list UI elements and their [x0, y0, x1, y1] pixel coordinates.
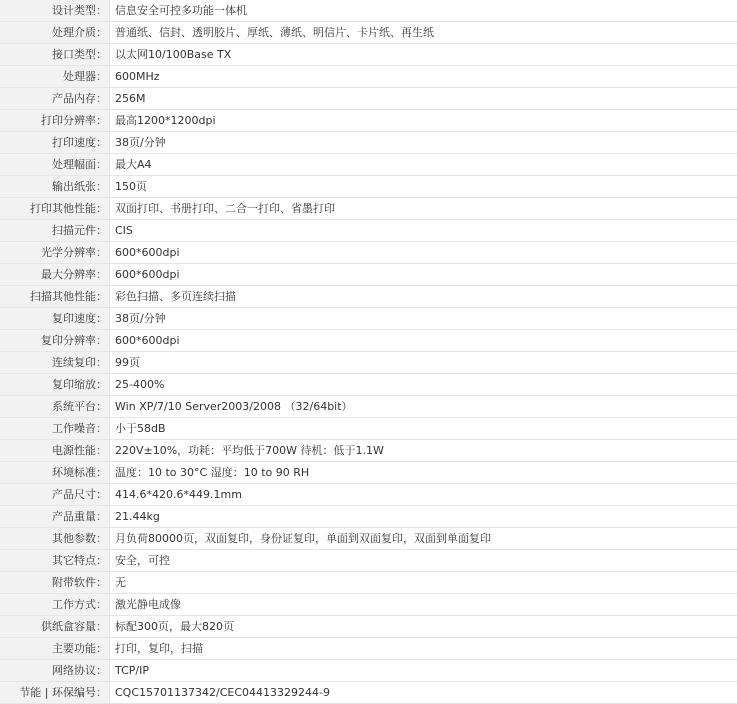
- spec-value: 600*600dpi: [110, 330, 737, 352]
- spec-label-cell: [0, 594, 110, 616]
- spec-row: [0, 682, 737, 704]
- spec-row: [0, 110, 737, 132]
- spec-value: 双面打印、书册打印、二合一打印、省墨打印: [110, 198, 737, 220]
- spec-label-cell: [0, 352, 110, 374]
- spec-value: 标配300页，最大820页: [110, 616, 737, 638]
- spec-row: [0, 308, 737, 330]
- spec-value: 21.44kg: [110, 506, 737, 528]
- spec-value: Win XP/7/10 Server2003/2008 （32/64bit）: [110, 396, 737, 418]
- spec-label: 接口类型: [52, 48, 96, 61]
- spec-row: [0, 0, 737, 22]
- spec-label: 产品尺寸: [52, 488, 96, 501]
- spec-label-cell: [0, 506, 110, 528]
- spec-label-colon: ：: [96, 180, 107, 193]
- spec-label: 打印分辨率: [41, 114, 96, 127]
- spec-label: 产品内存: [52, 92, 96, 105]
- spec-value: 小于58dB: [110, 418, 737, 440]
- spec-label-colon: ：: [96, 400, 107, 413]
- spec-label: 工作噪音: [52, 422, 96, 435]
- spec-value: 月负荷80000页，双面复印，身份证复印，单面到双面复印，双面到单面复印: [110, 528, 737, 550]
- spec-value: 打印，复印，扫描: [110, 638, 737, 660]
- spec-value: 38页/分钟: [110, 132, 737, 154]
- spec-row: [0, 462, 737, 484]
- spec-label-cell: [0, 462, 110, 484]
- spec-label: 处理介质: [52, 26, 96, 39]
- spec-label-colon: ：: [96, 532, 107, 545]
- spec-label: 其它特点: [52, 554, 96, 567]
- spec-value: 600*600dpi: [110, 264, 737, 286]
- spec-label-cell: [0, 286, 110, 308]
- spec-label: 复印缩放: [52, 378, 96, 391]
- spec-row: [0, 572, 737, 594]
- spec-value: 温度：10 to 30°C 湿度：10 to 90 RH: [110, 462, 737, 484]
- spec-label-colon: ：: [96, 488, 107, 501]
- spec-label-cell: [0, 330, 110, 352]
- spec-value: TCP/IP: [110, 660, 737, 682]
- spec-label-cell: [0, 44, 110, 66]
- spec-value: 25-400%: [110, 374, 737, 396]
- spec-label: 节能 | 环保编号: [19, 686, 96, 699]
- spec-row: [0, 176, 737, 198]
- spec-label-colon: ：: [96, 444, 107, 457]
- spec-row: [0, 396, 737, 418]
- spec-value: 600*600dpi: [110, 242, 737, 264]
- spec-label-cell: [0, 440, 110, 462]
- spec-value: 150页: [110, 176, 737, 198]
- spec-label: 产品重量: [52, 510, 96, 523]
- spec-row: [0, 66, 737, 88]
- spec-row: [0, 660, 737, 682]
- spec-label-cell: [0, 550, 110, 572]
- spec-value: 普通纸、信封、透明胶片、厚纸、薄纸、明信片、卡片纸、再生纸: [110, 22, 737, 44]
- spec-row: [0, 22, 737, 44]
- spec-label: 连续复印: [52, 356, 96, 369]
- spec-value: 600MHz: [110, 66, 737, 88]
- spec-label-colon: ：: [96, 422, 107, 435]
- spec-label-colon: ：: [96, 114, 107, 127]
- spec-label-colon: ：: [96, 466, 107, 479]
- spec-label-cell: [0, 418, 110, 440]
- spec-row: [0, 154, 737, 176]
- spec-label-colon: ：: [96, 356, 107, 369]
- spec-label-colon: ：: [96, 576, 107, 589]
- spec-label-colon: ：: [96, 136, 107, 149]
- spec-row: [0, 484, 737, 506]
- spec-row: [0, 264, 737, 286]
- spec-label-colon: ：: [96, 664, 107, 677]
- spec-label: 处理器: [63, 70, 96, 83]
- spec-label: 网络协议: [52, 664, 96, 677]
- spec-value: 激光静电成像: [110, 594, 737, 616]
- spec-row: [0, 242, 737, 264]
- spec-label-colon: ：: [96, 642, 107, 655]
- spec-label-colon: ：: [96, 158, 107, 171]
- spec-label-colon: ：: [96, 290, 107, 303]
- spec-label: 输出纸张: [52, 180, 96, 193]
- spec-label-cell: [0, 374, 110, 396]
- spec-row: [0, 550, 737, 572]
- spec-label: 扫描元件: [52, 224, 96, 237]
- spec-value: 最大A4: [110, 154, 737, 176]
- spec-label-cell: [0, 198, 110, 220]
- spec-label: 电源性能: [52, 444, 96, 457]
- spec-label-cell: [0, 220, 110, 242]
- spec-label-cell: [0, 682, 110, 704]
- spec-label-cell: [0, 528, 110, 550]
- spec-row: [0, 616, 737, 638]
- spec-label: 复印速度: [52, 312, 96, 325]
- spec-label-cell: [0, 242, 110, 264]
- spec-label-cell: [0, 154, 110, 176]
- spec-value: 安全，可控: [110, 550, 737, 572]
- spec-row: [0, 594, 737, 616]
- spec-label-cell: [0, 0, 110, 22]
- spec-value: 99页: [110, 352, 737, 374]
- spec-label: 供纸盒容量: [41, 620, 96, 633]
- spec-label: 系统平台: [52, 400, 96, 413]
- spec-row: [0, 528, 737, 550]
- spec-label-cell: [0, 572, 110, 594]
- spec-value: 最高1200*1200dpi: [110, 110, 737, 132]
- spec-row: [0, 44, 737, 66]
- spec-label-cell: [0, 616, 110, 638]
- spec-label-cell: [0, 660, 110, 682]
- spec-label-cell: [0, 66, 110, 88]
- spec-value: 信息安全可控多功能一体机: [110, 0, 737, 22]
- spec-label-colon: ：: [96, 26, 107, 39]
- spec-label-colon: ：: [96, 246, 107, 259]
- spec-label: 处理幅面: [52, 158, 96, 171]
- spec-label: 环境标准: [52, 466, 96, 479]
- spec-row: [0, 330, 737, 352]
- spec-row: [0, 374, 737, 396]
- spec-label-colon: ：: [96, 334, 107, 347]
- spec-label: 光学分辨率: [41, 246, 96, 259]
- spec-label: 复印分辨率: [41, 334, 96, 347]
- spec-label-colon: ：: [96, 686, 107, 699]
- spec-row: [0, 220, 737, 242]
- spec-row: [0, 418, 737, 440]
- spec-row: [0, 88, 737, 110]
- spec-label-colon: ：: [96, 70, 107, 83]
- spec-label-cell: [0, 308, 110, 330]
- spec-value: 414.6*420.6*449.1mm: [110, 484, 737, 506]
- spec-label-colon: ：: [96, 92, 107, 105]
- spec-label-colon: ：: [96, 378, 107, 391]
- spec-value: 256M: [110, 88, 737, 110]
- spec-value: 38页/分钟: [110, 308, 737, 330]
- spec-label-cell: [0, 88, 110, 110]
- spec-label: 主要功能: [52, 642, 96, 655]
- spec-value: 以太网10/100Base TX: [110, 44, 737, 66]
- spec-row: [0, 506, 737, 528]
- spec-row: [0, 352, 737, 374]
- spec-label-colon: ：: [96, 312, 107, 325]
- spec-label: 其他参数: [52, 532, 96, 545]
- spec-label-cell: [0, 396, 110, 418]
- spec-value: CQC15701137342/CEC04413329244-9: [110, 682, 737, 704]
- spec-label-colon: ：: [96, 554, 107, 567]
- spec-label-cell: [0, 22, 110, 44]
- spec-label: 附带软件: [52, 576, 96, 589]
- spec-label-colon: ：: [96, 202, 107, 215]
- spec-label: 设计类型: [52, 4, 96, 17]
- spec-label-cell: [0, 484, 110, 506]
- spec-label: 扫描其他性能: [30, 290, 96, 303]
- spec-value: CIS: [110, 220, 737, 242]
- spec-row: [0, 638, 737, 660]
- spec-label: 打印速度: [52, 136, 96, 149]
- spec-label: 工作方式: [52, 598, 96, 611]
- spec-label-cell: [0, 638, 110, 660]
- spec-label-cell: [0, 110, 110, 132]
- spec-label-colon: ：: [96, 510, 107, 523]
- spec-label-cell: [0, 176, 110, 198]
- spec-label-colon: ：: [96, 620, 107, 633]
- spec-label-cell: [0, 264, 110, 286]
- spec-label: 打印其他性能: [30, 202, 96, 215]
- spec-row: [0, 198, 737, 220]
- spec-label-cell: [0, 132, 110, 154]
- spec-label-colon: ：: [96, 268, 107, 281]
- spec-label-colon: ：: [96, 224, 107, 237]
- spec-value: 彩色扫描、多页连续扫描: [110, 286, 737, 308]
- spec-label-colon: ：: [96, 4, 107, 17]
- spec-label: 最大分辨率: [41, 268, 96, 281]
- spec-row: [0, 440, 737, 462]
- spec-value: 220V±10%，功耗：平均低于700W 待机：低于1.1W: [110, 440, 737, 462]
- spec-row: [0, 286, 737, 308]
- spec-label-colon: ：: [96, 48, 107, 61]
- spec-value: 无: [110, 572, 737, 594]
- spec-row: [0, 132, 737, 154]
- spec-label-colon: ：: [96, 598, 107, 611]
